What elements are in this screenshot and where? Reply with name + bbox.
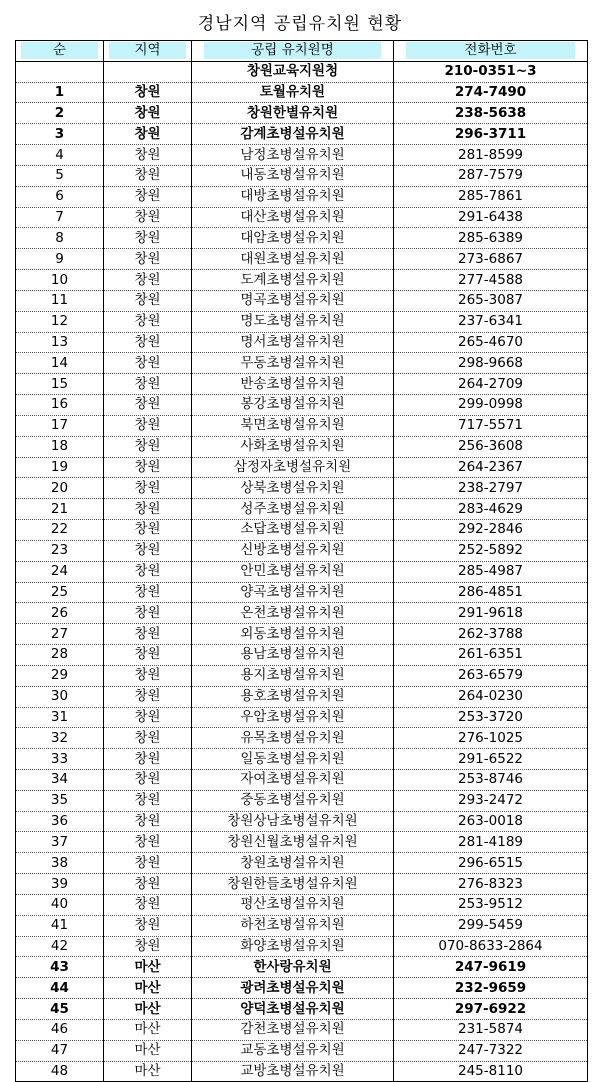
cell-region: 창원 xyxy=(104,832,192,853)
cell-region: 창원 xyxy=(104,540,192,561)
cell-phone: 273-6867 xyxy=(394,249,588,270)
header-phone xyxy=(394,41,588,62)
table-row xyxy=(16,186,588,207)
cell-name: 창원한들초병설유치원 xyxy=(192,874,394,895)
cell-region: 창원 xyxy=(104,103,192,124)
cell-no: 42 xyxy=(16,936,104,957)
cell-phone: 245-8110 xyxy=(394,1061,588,1082)
table-row xyxy=(16,353,588,374)
cell-phone: 292-2846 xyxy=(394,520,588,541)
cell-region: 마산 xyxy=(104,1061,192,1082)
cell-no: 10 xyxy=(16,270,104,291)
table-row xyxy=(16,1061,588,1082)
cell-region: 창원 xyxy=(104,478,192,499)
cell-no: 7 xyxy=(16,207,104,228)
cell-name: 양덕초병설유치원 xyxy=(192,999,394,1020)
cell-phone: 253-9512 xyxy=(394,894,588,915)
cell-no: 31 xyxy=(16,707,104,728)
table-row xyxy=(16,624,588,645)
cell-no: 30 xyxy=(16,686,104,707)
header-row xyxy=(16,41,588,62)
cell-region: 창원 xyxy=(104,603,192,624)
cell-no: 22 xyxy=(16,520,104,541)
cell-no: 46 xyxy=(16,1019,104,1040)
cell-no: 34 xyxy=(16,769,104,790)
cell-phone: 296-6515 xyxy=(394,853,588,874)
table-row xyxy=(16,540,588,561)
cell-no: 36 xyxy=(16,811,104,832)
cell-no: 44 xyxy=(16,978,104,999)
cell-phone: 298-9668 xyxy=(394,353,588,374)
cell-name: 사화초병설유치원 xyxy=(192,436,394,457)
cell-region: 마산 xyxy=(104,978,192,999)
cell-phone: 274-7490 xyxy=(394,82,588,103)
cell-phone: 263-0018 xyxy=(394,811,588,832)
cell-region: 창원 xyxy=(104,520,192,541)
cell-region: 창원 xyxy=(104,165,192,186)
table-row xyxy=(16,665,588,686)
cell-name: 광려초병설유치원 xyxy=(192,978,394,999)
table-row xyxy=(16,457,588,478)
table-row xyxy=(16,853,588,874)
table-row xyxy=(16,124,588,145)
table-row xyxy=(16,499,588,520)
cell-phone: 277-4588 xyxy=(394,270,588,291)
table-row xyxy=(16,1040,588,1061)
cell-region: 창원 xyxy=(104,811,192,832)
cell-phone: 265-3087 xyxy=(394,290,588,311)
cell-name: 반송초병설유치원 xyxy=(192,374,394,395)
cell-no: 32 xyxy=(16,728,104,749)
cell-region: 창원 xyxy=(104,624,192,645)
table-row xyxy=(16,207,588,228)
cell-name: 화양초병설유치원 xyxy=(192,936,394,957)
table-row xyxy=(16,790,588,811)
cell-phone: 293-2472 xyxy=(394,790,588,811)
cell-name: 외동초병설유치원 xyxy=(192,624,394,645)
cell-region: 창원 xyxy=(104,582,192,603)
cell-name: 명도초병설유치원 xyxy=(192,311,394,332)
cell-phone: 291-6522 xyxy=(394,749,588,770)
cell-no: 43 xyxy=(16,957,104,978)
cell-phone: 283-4629 xyxy=(394,499,588,520)
cell-phone: 297-6922 xyxy=(394,999,588,1020)
header-number-label: 순 xyxy=(21,42,98,59)
cell-no: 17 xyxy=(16,415,104,436)
cell-no: 37 xyxy=(16,832,104,853)
table-row xyxy=(16,436,588,457)
cell-region: 창원 xyxy=(104,374,192,395)
cell-no: 19 xyxy=(16,457,104,478)
cell-no: 6 xyxy=(16,186,104,207)
cell-no: 13 xyxy=(16,332,104,353)
cell-phone: 247-7322 xyxy=(394,1040,588,1061)
cell-no: 28 xyxy=(16,645,104,666)
cell-region: 창원 xyxy=(104,499,192,520)
table-row xyxy=(16,749,588,770)
cell-name: 안민초병설유치원 xyxy=(192,561,394,582)
cell-no: 48 xyxy=(16,1061,104,1082)
cell-name: 창원신월초병설유치원 xyxy=(192,832,394,853)
cell-region: 창원 xyxy=(104,186,192,207)
header-phone-label: 전화번호 xyxy=(406,42,576,59)
cell-name: 용지초병설유치원 xyxy=(192,665,394,686)
cell-name: 창원한별유치원 xyxy=(192,103,394,124)
table-row xyxy=(16,894,588,915)
cell-name: 무동초병설유치원 xyxy=(192,353,394,374)
cell-phone: 287-7579 xyxy=(394,165,588,186)
cell-no: 4 xyxy=(16,145,104,166)
cell-name: 남정초병설유치원 xyxy=(192,145,394,166)
cell-phone: 265-4670 xyxy=(394,332,588,353)
cell-no: 41 xyxy=(16,915,104,936)
cell-phone: 264-0230 xyxy=(394,686,588,707)
cell-no: 24 xyxy=(16,561,104,582)
cell-phone: 252-5892 xyxy=(394,540,588,561)
cell-name: 용호초병설유치원 xyxy=(192,686,394,707)
cell-region: 창원 xyxy=(104,665,192,686)
cell-name: 명곡초병설유치원 xyxy=(192,290,394,311)
cell-name: 평산초병설유치원 xyxy=(192,894,394,915)
cell-phone: 285-7861 xyxy=(394,186,588,207)
cell-no: 40 xyxy=(16,894,104,915)
cell-phone: 256-3608 xyxy=(394,436,588,457)
table-row xyxy=(16,978,588,999)
cell-region: 창원 xyxy=(104,894,192,915)
cell-region: 창원 xyxy=(104,936,192,957)
cell-region: 창원 xyxy=(104,124,192,145)
header-number xyxy=(16,41,104,62)
table-row xyxy=(16,478,588,499)
header-kindergarten-name xyxy=(192,41,394,62)
table-body xyxy=(16,61,588,1082)
table-row xyxy=(16,415,588,436)
table-row xyxy=(16,707,588,728)
cell-name: 온천초병설유치원 xyxy=(192,603,394,624)
cell-phone: 299-0998 xyxy=(394,395,588,416)
cell-region: 창원 xyxy=(104,270,192,291)
cell-region: 창원 xyxy=(104,874,192,895)
cell-phone: 281-4189 xyxy=(394,832,588,853)
cell-phone: 281-8599 xyxy=(394,145,588,166)
cell-name: 우암초병설유치원 xyxy=(192,707,394,728)
table-row xyxy=(16,769,588,790)
cell-name: 감계초병설유치원 xyxy=(192,124,394,145)
table-row xyxy=(16,1019,588,1040)
table-row xyxy=(16,270,588,291)
cell-phone: 231-5874 xyxy=(394,1019,588,1040)
cell-no: 38 xyxy=(16,853,104,874)
cell-region: 창원 xyxy=(104,395,192,416)
cell-phone: 291-6438 xyxy=(394,207,588,228)
cell-region: 마산 xyxy=(104,1040,192,1061)
cell-name: 소답초병설유치원 xyxy=(192,520,394,541)
cell-no: 23 xyxy=(16,540,104,561)
cell-region: 창원 xyxy=(104,645,192,666)
cell-name: 상북초병설유치원 xyxy=(192,478,394,499)
cell-no: 2 xyxy=(16,103,104,124)
cell-name: 자여초병설유치원 xyxy=(192,769,394,790)
table-row xyxy=(16,811,588,832)
cell-name: 감천초병설유치원 xyxy=(192,1019,394,1040)
cell-region: 창원 xyxy=(104,415,192,436)
cell-phone: 253-3720 xyxy=(394,707,588,728)
cell-phone: 291-9618 xyxy=(394,603,588,624)
cell-no: 25 xyxy=(16,582,104,603)
cell-name: 양곡초병설유치원 xyxy=(192,582,394,603)
cell-no: 12 xyxy=(16,311,104,332)
table-row xyxy=(16,728,588,749)
cell-phone: 253-8746 xyxy=(394,769,588,790)
cell-no: 21 xyxy=(16,499,104,520)
cell-no: 20 xyxy=(16,478,104,499)
cell-name: 한사랑유치원 xyxy=(192,957,394,978)
cell-phone: 276-1025 xyxy=(394,728,588,749)
cell-phone: 299-5459 xyxy=(394,915,588,936)
cell-region: 창원 xyxy=(104,707,192,728)
cell-no: 26 xyxy=(16,603,104,624)
cell-name: 창원상남초병설유치원 xyxy=(192,811,394,832)
cell-no: 3 xyxy=(16,124,104,145)
cell-phone: 717-5571 xyxy=(394,415,588,436)
header-name-label: 공립 유치원명 xyxy=(204,42,381,59)
cell-name: 봉강초병설유치원 xyxy=(192,395,394,416)
cell-phone: 285-4987 xyxy=(394,561,588,582)
cell-no: 29 xyxy=(16,665,104,686)
cell-phone: 070-8633-2864 xyxy=(394,936,588,957)
cell-region: 창원 xyxy=(104,749,192,770)
cell-name: 대산초병설유치원 xyxy=(192,207,394,228)
cell-phone: 263-6579 xyxy=(394,665,588,686)
cell-region: 창원 xyxy=(104,207,192,228)
cell-name: 신방초병설유치원 xyxy=(192,540,394,561)
cell-region: 창원 xyxy=(104,790,192,811)
cell-name: 중동초병설유치원 xyxy=(192,790,394,811)
cell-no: 16 xyxy=(16,395,104,416)
cell-name: 대방초병설유치원 xyxy=(192,186,394,207)
cell-no: 14 xyxy=(16,353,104,374)
cell-region: 창원 xyxy=(104,769,192,790)
cell-no: 27 xyxy=(16,624,104,645)
cell-name: 토월유치원 xyxy=(192,82,394,103)
cell-phone: 264-2367 xyxy=(394,457,588,478)
header-region-label: 지역 xyxy=(109,42,186,59)
table-row xyxy=(16,332,588,353)
page-title: 경남지역 공립유치원 현황 xyxy=(197,14,403,34)
cell-region: 창원 xyxy=(104,561,192,582)
table-row xyxy=(16,915,588,936)
office-row xyxy=(16,61,588,82)
office-phone-cell: 210-0351~3 xyxy=(394,61,588,82)
cell-region: 창원 xyxy=(104,686,192,707)
cell-region: 마산 xyxy=(104,957,192,978)
office-number-cell xyxy=(16,61,104,82)
cell-no: 18 xyxy=(16,436,104,457)
office-name-cell: 창원교육지원청 xyxy=(192,61,394,82)
cell-region: 창원 xyxy=(104,249,192,270)
cell-region: 창원 xyxy=(104,290,192,311)
cell-region: 창원 xyxy=(104,853,192,874)
cell-name: 대암초병설유치원 xyxy=(192,228,394,249)
cell-name: 일동초병설유치원 xyxy=(192,749,394,770)
header-region xyxy=(104,41,192,62)
table-row xyxy=(16,561,588,582)
cell-no: 15 xyxy=(16,374,104,395)
table-row xyxy=(16,290,588,311)
cell-region: 창원 xyxy=(104,82,192,103)
cell-name: 북면초병설유치원 xyxy=(192,415,394,436)
cell-phone: 237-6341 xyxy=(394,311,588,332)
cell-name: 명서초병설유치원 xyxy=(192,332,394,353)
cell-name: 도계초병설유치원 xyxy=(192,270,394,291)
cell-name: 교동초병설유치원 xyxy=(192,1040,394,1061)
cell-region: 창원 xyxy=(104,228,192,249)
cell-phone: 247-9619 xyxy=(394,957,588,978)
table-row xyxy=(16,249,588,270)
cell-phone: 276-8323 xyxy=(394,874,588,895)
table-row xyxy=(16,957,588,978)
cell-region: 창원 xyxy=(104,728,192,749)
table-row xyxy=(16,582,588,603)
cell-name: 삼정자초병설유치원 xyxy=(192,457,394,478)
cell-name: 대원초병설유치원 xyxy=(192,249,394,270)
cell-region: 창원 xyxy=(104,436,192,457)
table-row xyxy=(16,82,588,103)
cell-phone: 262-3788 xyxy=(394,624,588,645)
table-row xyxy=(16,165,588,186)
cell-phone: 238-5638 xyxy=(394,103,588,124)
cell-no: 47 xyxy=(16,1040,104,1061)
office-region-cell xyxy=(104,61,192,82)
cell-no: 11 xyxy=(16,290,104,311)
cell-region: 창원 xyxy=(104,915,192,936)
cell-name: 용남초병설유치원 xyxy=(192,645,394,666)
cell-phone: 261-6351 xyxy=(394,645,588,666)
cell-no: 9 xyxy=(16,249,104,270)
cell-region: 창원 xyxy=(104,145,192,166)
table-row xyxy=(16,999,588,1020)
cell-name: 하천초병설유치원 xyxy=(192,915,394,936)
kindergarten-table xyxy=(15,40,588,1082)
cell-phone: 286-4851 xyxy=(394,582,588,603)
cell-no: 33 xyxy=(16,749,104,770)
cell-name: 유목초병설유치원 xyxy=(192,728,394,749)
cell-name: 내동초병설유치원 xyxy=(192,165,394,186)
cell-no: 8 xyxy=(16,228,104,249)
cell-phone: 232-9659 xyxy=(394,978,588,999)
cell-phone: 296-3711 xyxy=(394,124,588,145)
table-row xyxy=(16,645,588,666)
table-row xyxy=(16,936,588,957)
table-header xyxy=(16,41,588,62)
cell-region: 창원 xyxy=(104,311,192,332)
table-row xyxy=(16,228,588,249)
cell-region: 창원 xyxy=(104,457,192,478)
cell-phone: 238-2797 xyxy=(394,478,588,499)
cell-name: 성주초병설유치원 xyxy=(192,499,394,520)
cell-no: 39 xyxy=(16,874,104,895)
cell-no: 1 xyxy=(16,82,104,103)
table-row xyxy=(16,145,588,166)
table-row xyxy=(16,520,588,541)
table-row xyxy=(16,103,588,124)
cell-name: 교방초병설유치원 xyxy=(192,1061,394,1082)
table-row xyxy=(16,603,588,624)
table-row xyxy=(16,374,588,395)
cell-name: 창원초병설유치원 xyxy=(192,853,394,874)
table-row xyxy=(16,311,588,332)
cell-region: 창원 xyxy=(104,353,192,374)
cell-region: 창원 xyxy=(104,332,192,353)
table-row xyxy=(16,395,588,416)
cell-region: 마산 xyxy=(104,1019,192,1040)
table-row xyxy=(16,874,588,895)
cell-no: 5 xyxy=(16,165,104,186)
cell-no: 35 xyxy=(16,790,104,811)
cell-no: 45 xyxy=(16,999,104,1020)
table-row xyxy=(16,686,588,707)
cell-phone: 285-6389 xyxy=(394,228,588,249)
cell-region: 마산 xyxy=(104,999,192,1020)
cell-phone: 264-2709 xyxy=(394,374,588,395)
table-row xyxy=(16,832,588,853)
